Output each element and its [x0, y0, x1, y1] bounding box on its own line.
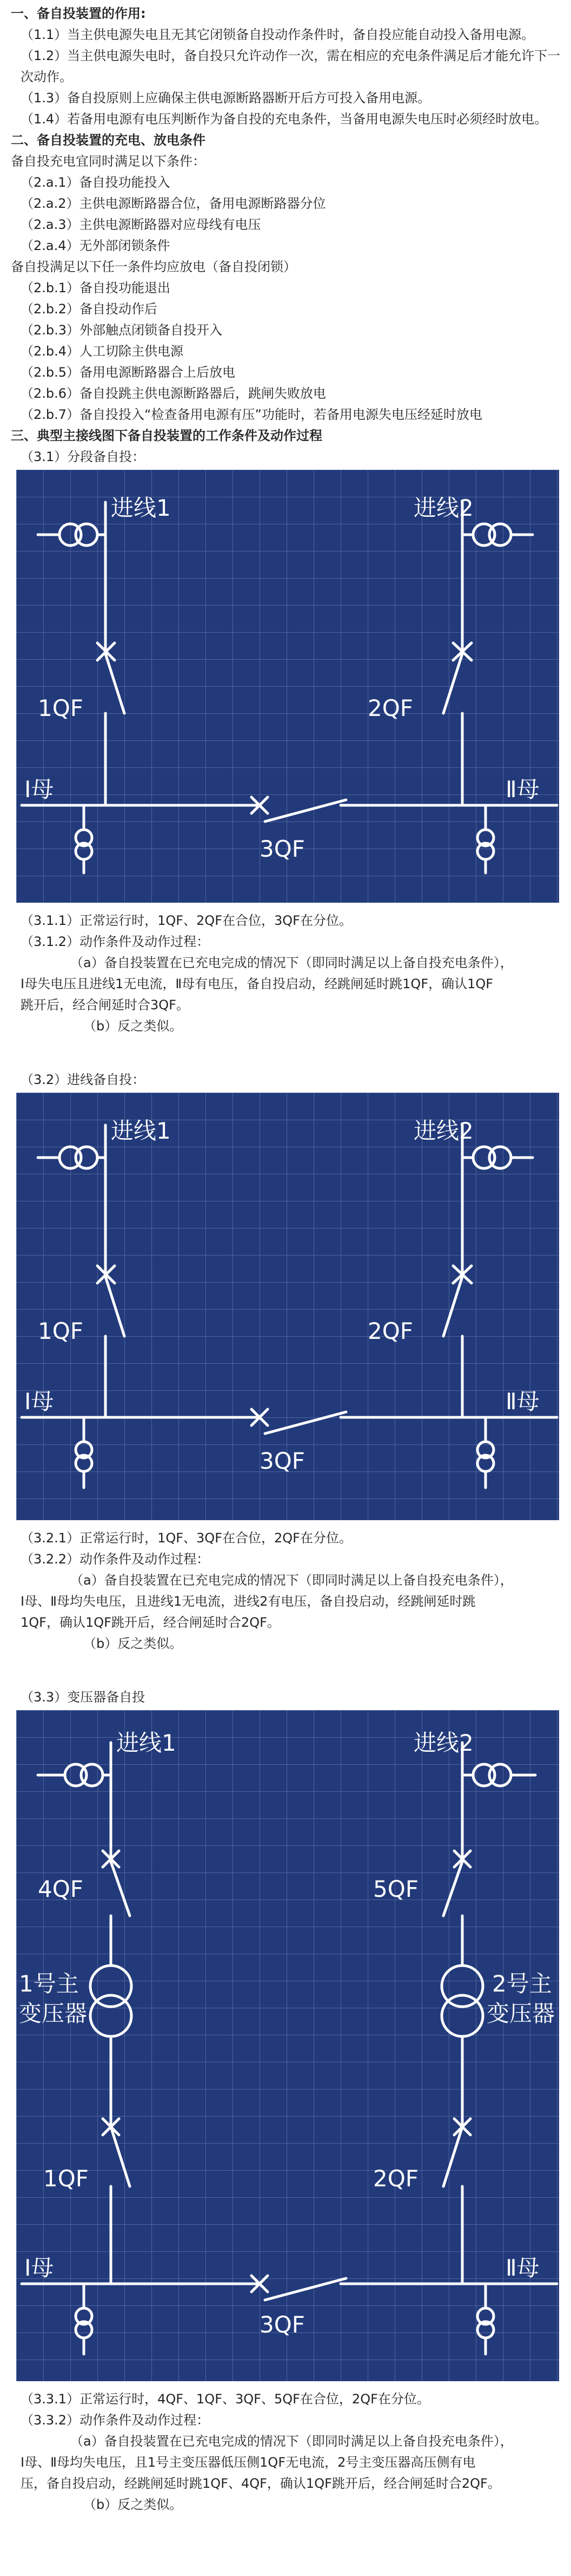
- sub1-normal: （3.1.1）正常运行时，1QF、2QF在合位，3QF在分位。: [21, 913, 352, 928]
- sub1-a-line: （a）备自投装置在已充电完成的情况下（即同时满足以上备自投充电条件），: [70, 955, 513, 970]
- bus2-label: Ⅱ母: [506, 776, 540, 803]
- diagram-transformer-transfer: [16, 1710, 559, 2381]
- line1-label: 进线1: [111, 495, 171, 521]
- discharge-item: （2.b.2）备自投动作后: [21, 301, 158, 317]
- sub3-a-line: 压，备自投启动，经跳闸延时跳1QF、4QF，确认1QF跳开后，经合闸延时合2QF。: [21, 2476, 501, 2491]
- discharge-intro: 备自投满足以下任一条件均应放电（备自投闭锁）: [11, 259, 296, 274]
- qf2-label: 2QF: [368, 1318, 413, 1344]
- qf5-label: 5QF: [373, 1876, 419, 1902]
- sub3-a-line: Ⅰ母、Ⅱ母均失电压，且1号主变压器低压侧1QF无电流，2号主变压器高压侧有电: [21, 2455, 476, 2470]
- diagram-sectional-transfer: [16, 470, 559, 903]
- bus1-label: Ⅰ母: [24, 1388, 54, 1415]
- t2-label-line1: 2号主: [492, 1970, 552, 1997]
- sub3-normal: （3.3.1）正常运行时，4QF、1QF、3QF、5QF在合位，2QF在分位。: [21, 2391, 430, 2407]
- bus2-label: Ⅱ母: [506, 1388, 540, 1415]
- sub2-a-line: Ⅰ母、Ⅱ母均失电压，且进线1无电流，进线2有电压，备自投启动，经跳闸延时跳: [21, 1594, 476, 1609]
- section1-item: （1.4）若备用电源有电压判断作为备自投的充电条件，当备用电源失电压时必须经时放电。: [21, 111, 548, 127]
- discharge-item: （2.b.6）备自投跳主供电源断路器后，跳闸失败放电: [21, 386, 327, 401]
- charge-item: （2.a.3）主供电源断路器对应母线有电压: [21, 217, 261, 232]
- bus1-label: Ⅰ母: [24, 2255, 54, 2281]
- section1-item: （1.3）备自投原则上应确保主供电源断路器断开后方可投入备用电源。: [21, 90, 431, 106]
- diagram-incoming-line-transfer: [16, 1093, 559, 1520]
- section2-title: 二、备自投装置的充电、放电条件: [11, 133, 205, 148]
- sub2-b: （b）反之类似。: [83, 1636, 183, 1651]
- line1-label: 进线1: [116, 1730, 176, 1756]
- sub1-b: （b）反之类似。: [83, 1018, 183, 1034]
- line2-label: 进线2: [414, 1118, 474, 1144]
- discharge-item: （2.b.7）备自投投入“检查备用电源有压”功能时，若备用电源失电压经延时放电: [21, 407, 482, 422]
- sub1-title: （3.1）分段备自投：: [21, 449, 145, 464]
- sub1-cond-title: （3.1.2）动作条件及动作过程：: [21, 934, 210, 949]
- bus2-label: Ⅱ母: [506, 2255, 540, 2281]
- section1-item: （1.2）当主供电源失电时，备自投只允许动作一次，需在相应的充电条件满足后才能允许下一次动作。: [21, 48, 561, 84]
- t2-label-line2: 变压器: [487, 2000, 555, 2027]
- line2-label: 进线2: [414, 495, 474, 521]
- qf3-label: 3QF: [260, 1448, 305, 1474]
- sub2-cond-title: （3.2.2）动作条件及动作过程：: [21, 1552, 210, 1567]
- section1-item: （1.1）当主供电源失电且无其它闭锁备自投动作条件时，备自投应能自动投入备用电源。: [21, 27, 535, 42]
- discharge-item: （2.b.1）备自投功能退出: [21, 280, 171, 295]
- sub2-title: （3.2）进线备自投：: [21, 1072, 145, 1087]
- sub3-cond-title: （3.3.2）动作条件及动作过程：: [21, 2413, 210, 2428]
- section3-title: 三、典型主接线图下备自投装置的工作条件及动作过程: [11, 428, 322, 443]
- charge-intro: 备自投充电宜同时满足以下条件：: [11, 154, 205, 169]
- sub2-a-line: 1QF，确认1QF跳开后，经合闸延时合2QF。: [21, 1615, 280, 1630]
- bus1-label: Ⅰ母: [24, 776, 54, 803]
- line2-label: 进线2: [414, 1730, 474, 1756]
- discharge-item: （2.b.5）备用电源断路器合上后放电: [21, 365, 236, 380]
- charge-item: （2.a.4）无外部闭锁条件: [21, 238, 170, 253]
- qf2-label: 2QF: [368, 695, 413, 721]
- sub3-title: （3.3）变压器备自投: [21, 1690, 145, 1705]
- sub1-a-line: 跳开后，经合闸延时合3QF。: [21, 997, 189, 1013]
- qf4-label: 4QF: [38, 1876, 83, 1902]
- qf3-label: 3QF: [260, 836, 305, 862]
- sub1-a-line: Ⅰ母失电压且进线1无电流，Ⅱ母有电压，备自投启动，经跳闸延时跳1QF，确认1QF: [21, 976, 494, 991]
- qf3-label: 3QF: [260, 2311, 305, 2338]
- charge-item: （2.a.2）主供电源断路器合位，备用电源断路器分位: [21, 196, 326, 211]
- t1-label-line2: 变压器: [19, 2000, 88, 2027]
- line1-label: 进线1: [111, 1118, 171, 1144]
- sub3-b: （b）反之类似。: [83, 2497, 183, 2512]
- discharge-item: （2.b.4）人工切除主供电源: [21, 344, 184, 359]
- qf1-label: 1QF: [43, 2165, 89, 2192]
- charge-item: （2.a.1）备自投功能投入: [21, 175, 170, 190]
- qf1-label: 1QF: [38, 1318, 83, 1344]
- t1-label-line1: 1号主: [19, 1970, 79, 1997]
- sub2-normal: （3.2.1）正常运行时，1QF、3QF在合位，2QF在分位。: [21, 1530, 352, 1546]
- sub2-a-line: （a）备自投装置在已充电完成的情况下（即同时满足以上备自投充电条件），: [70, 1573, 513, 1588]
- section1-title: 一、备自投装置的作用:: [11, 6, 146, 21]
- qf1-label: 1QF: [38, 695, 83, 721]
- discharge-item: （2.b.3）外部触点闭锁备自投开入: [21, 323, 223, 338]
- sub3-a-line: （a）备自投装置在已充电完成的情况下（即同时满足以上备自投充电条件），: [70, 2434, 513, 2449]
- qf2-label: 2QF: [373, 2165, 419, 2192]
